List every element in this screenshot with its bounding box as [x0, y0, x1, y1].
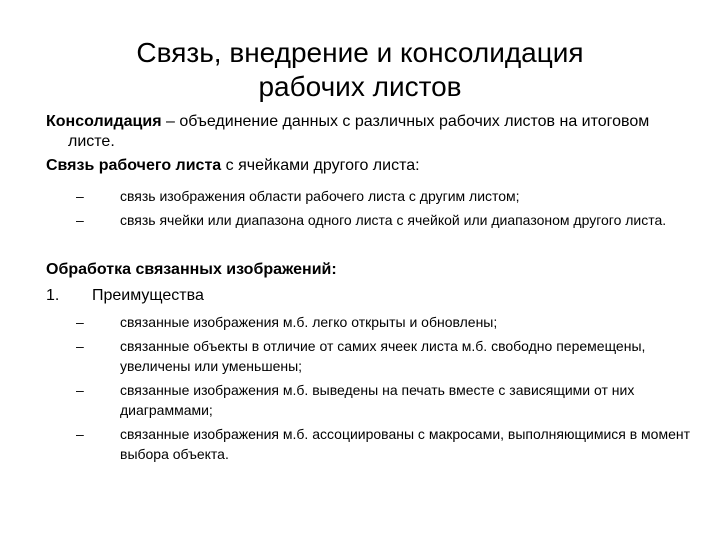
- link-list-item: [46, 186, 696, 206]
- slide-title-line-2: рабочих листов: [258, 71, 462, 102]
- link-list-item-text: связь ячейки или диапазона одного листа с ячейкой или диапазоном другого листа.: [120, 212, 667, 228]
- advantages-item: [46, 286, 696, 306]
- advantages-list-item-text: связанные объекты в отличие от самих ячеек листа м.б. свободно перемещены, увеличены или уменьшены;: [120, 338, 646, 374]
- link-text: с ячейками другого листа:: [221, 157, 420, 174]
- link-list: [46, 186, 696, 230]
- link-term: Связь рабочего листа: [46, 157, 222, 174]
- slide-title-line-1: Связь, внедрение и консолидация: [136, 37, 584, 68]
- dash-bullet: –: [76, 212, 84, 228]
- link-list-item-text: связь изображения области рабочего листа с другим листом;: [120, 188, 520, 204]
- consolidation-term: Консолидация: [46, 113, 162, 130]
- advantages-list-item-text: связанные изображения м.б. легко открыты и обновлены;: [120, 314, 498, 330]
- dash-bullet: –: [76, 188, 84, 204]
- advantages-label: Преимущества: [92, 287, 204, 304]
- dash-bullet: –: [76, 382, 84, 398]
- advantages-number: 1.: [46, 287, 60, 304]
- link-paragraph: [46, 156, 696, 176]
- consolidation-definition: – объединение данных с различных рабочих листов на итоговом листе.: [68, 113, 650, 150]
- advantages-list-item: [46, 380, 696, 420]
- advantages-list-item-text: связанные изображения м.б. ассоциированы с макросами, выполняющимися в момент выбора объекта.: [120, 426, 691, 462]
- advantages-list: [46, 312, 696, 464]
- dash-bullet: –: [76, 314, 84, 330]
- advantages-list-item-text: связанные изображения м.б. выведены на печать вместе с зависящими от них диаграммами;: [120, 382, 635, 418]
- advantages-list-item: [46, 336, 696, 376]
- advantages-list-item: [46, 424, 696, 464]
- slide-title: [40, 36, 680, 104]
- processing-heading: Обработка связанных изображений:: [46, 261, 337, 278]
- slide-content: [46, 112, 696, 464]
- consolidation-paragraph: [46, 112, 696, 152]
- link-list-item: [46, 210, 696, 230]
- advantages-list-item: [46, 312, 696, 332]
- dash-bullet: –: [76, 426, 84, 442]
- dash-bullet: –: [76, 338, 84, 354]
